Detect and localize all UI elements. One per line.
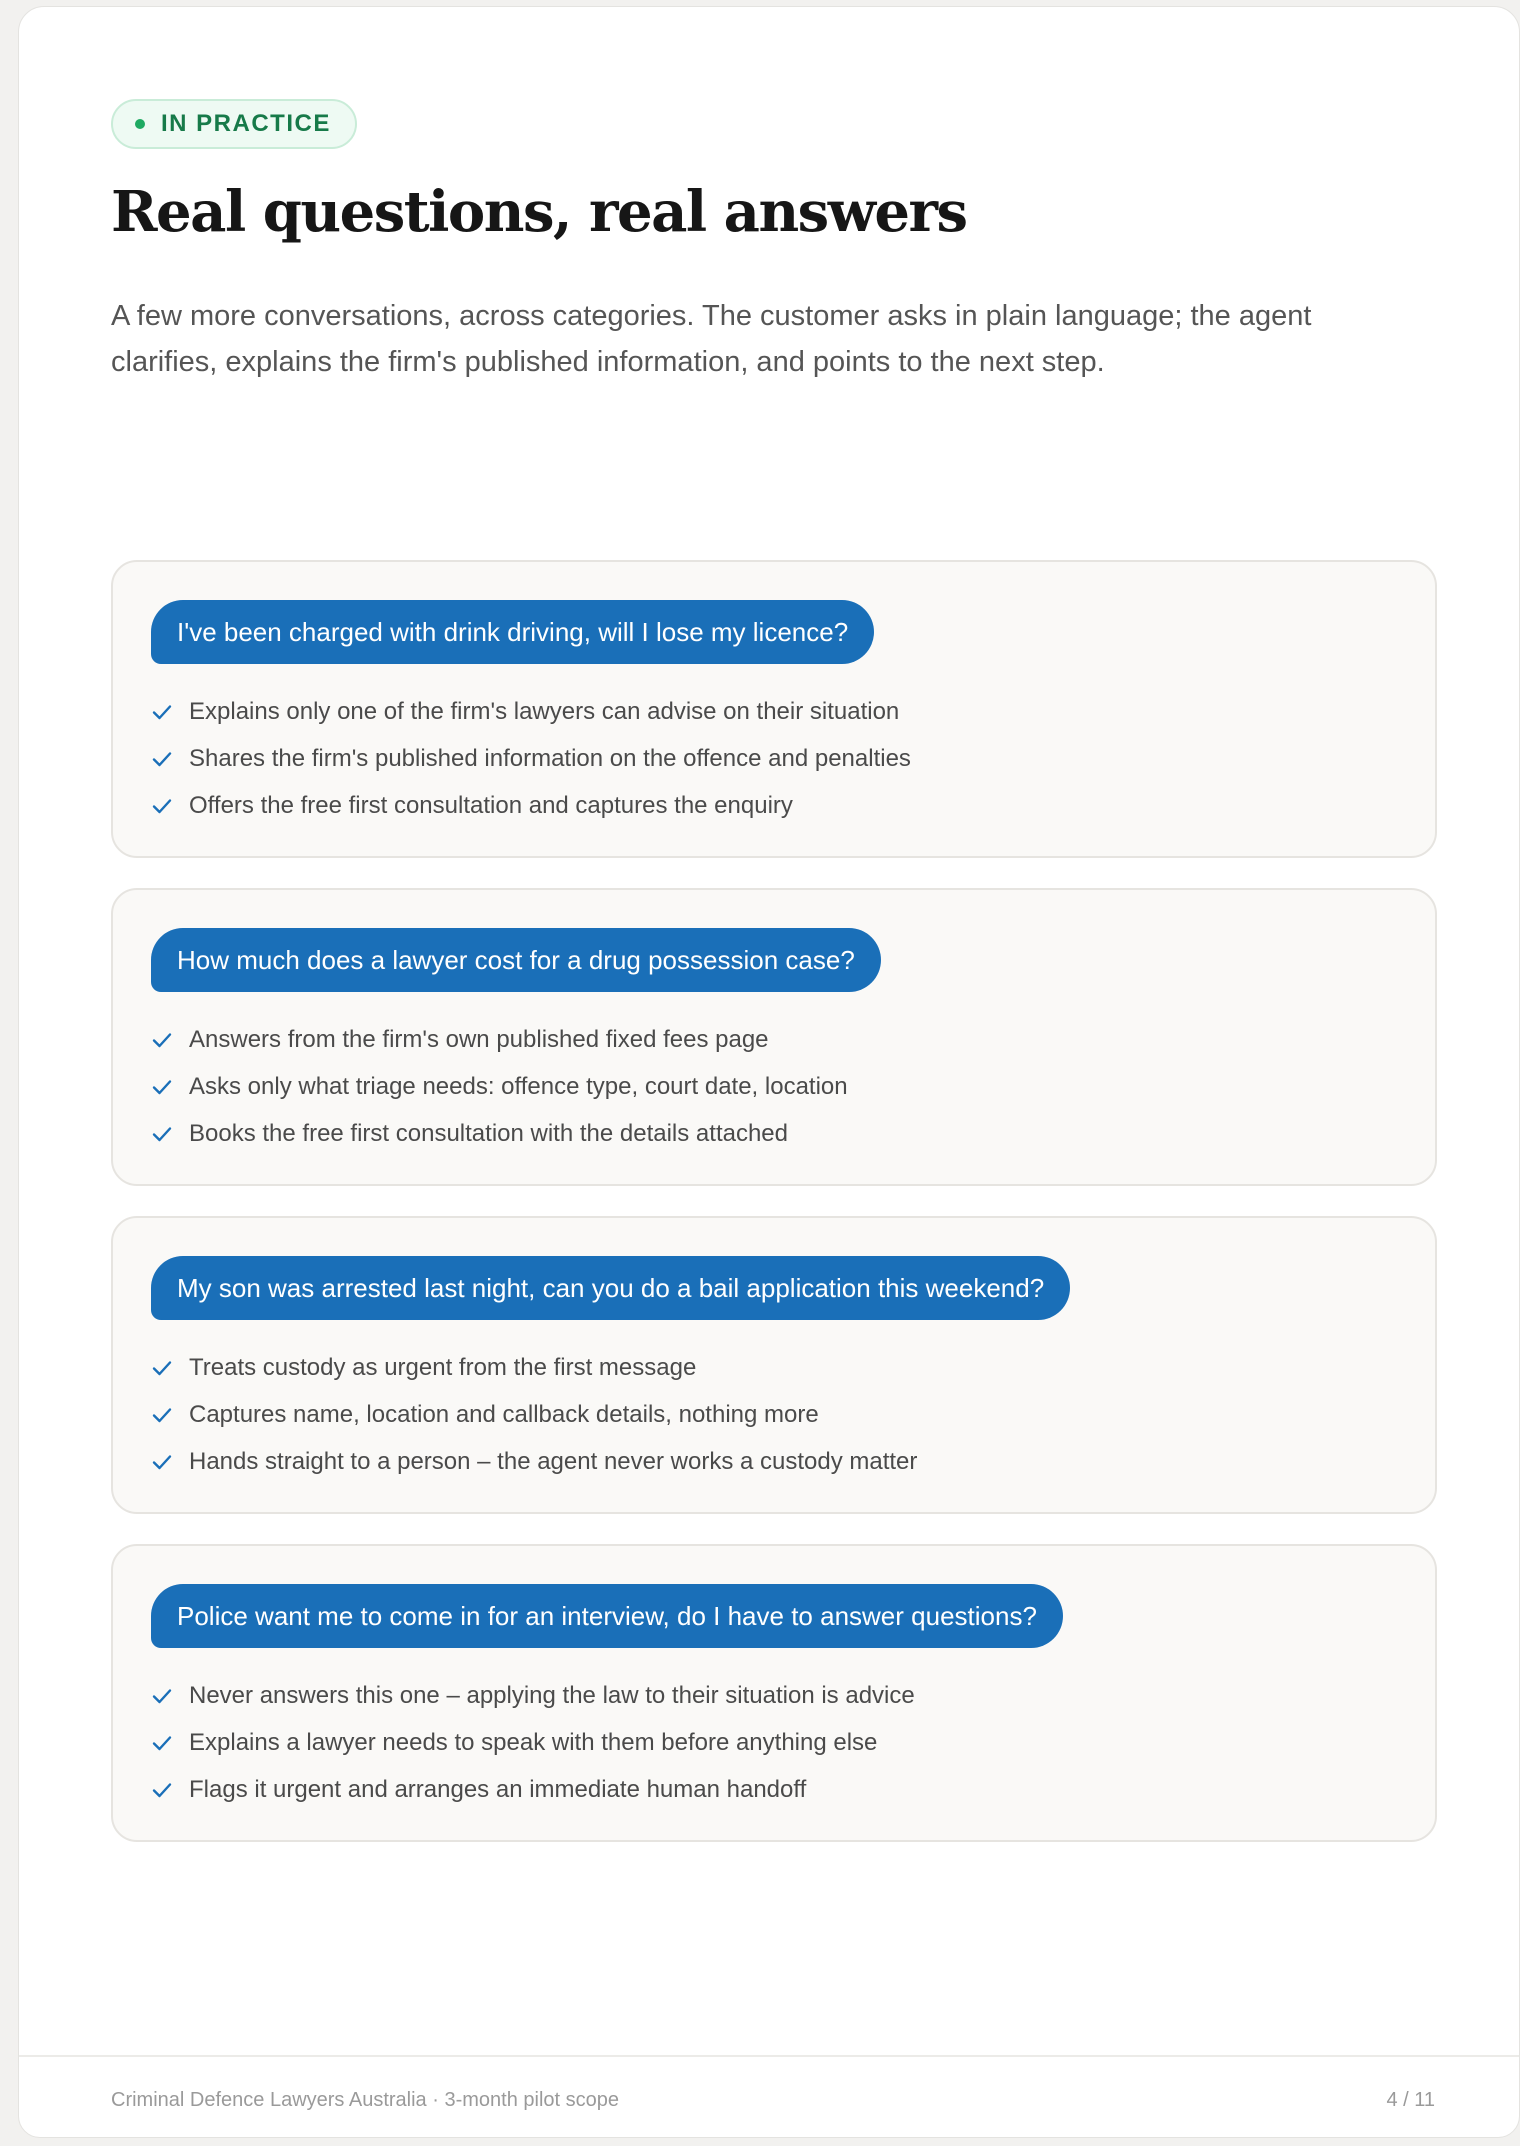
agent-response-points	[151, 1344, 1397, 1485]
check-icon	[151, 748, 173, 770]
page-title: Real questions, real answers	[111, 179, 967, 245]
conversation-card-police-interview	[111, 1544, 1437, 1842]
check-icon	[151, 795, 173, 817]
agent-response-points	[151, 1016, 1397, 1157]
status-dot-icon	[135, 119, 145, 129]
point-text: Captures name, location and callback details, nothing more	[189, 1400, 819, 1428]
list-item	[151, 688, 1397, 735]
check-icon	[151, 1451, 173, 1473]
point-text: Flags it urgent and arranges an immediate human handoff	[189, 1775, 807, 1803]
slide-page	[18, 6, 1520, 2138]
customer-question-bubble: My son was arrested last night, can you do a bail application this weekend?	[151, 1256, 1070, 1320]
list-item	[151, 1438, 1397, 1485]
footer-source: Criminal Defence Lawyers Australia · 3-month pilot scope	[111, 2089, 619, 2111]
point-text: Books the free first consultation with the details attached	[189, 1119, 789, 1147]
check-icon	[151, 1123, 173, 1145]
check-icon	[151, 1779, 173, 1801]
point-text: Hands straight to a person – the agent never works a custody matter	[189, 1447, 918, 1475]
customer-question-bubble: I've been charged with drink driving, will I lose my licence?	[151, 600, 874, 664]
point-text: Treats custody as urgent from the first message	[189, 1353, 697, 1381]
point-text: Explains a lawyer needs to speak with them before anything else	[189, 1728, 878, 1756]
point-text: Never answers this one – applying the law to their situation is advice	[189, 1681, 915, 1709]
point-text: Explains only one of the firm's lawyers can advise on their situation	[189, 697, 900, 725]
conversation-card-drug-possession	[111, 888, 1437, 1186]
agent-response-points	[151, 1672, 1397, 1813]
agent-response-points	[151, 688, 1397, 829]
list-item	[151, 1391, 1397, 1438]
page-intro: A few more conversations, across categories. The customer asks in plain language; the agent clarifies, explains the firm's published information, and points to the next step.	[111, 300, 1312, 378]
list-item	[151, 1016, 1397, 1063]
list-item	[151, 735, 1397, 782]
check-icon	[151, 1029, 173, 1051]
check-icon	[151, 1076, 173, 1098]
list-item	[151, 1766, 1397, 1813]
page-footer	[19, 2055, 1519, 2138]
section-eyebrow-badge	[111, 99, 357, 149]
check-icon	[151, 701, 173, 723]
point-text: Offers the free first consultation and captures the enquiry	[189, 791, 793, 819]
check-icon	[151, 1732, 173, 1754]
list-item	[151, 782, 1397, 829]
check-icon	[151, 1685, 173, 1707]
point-text: Answers from the firm's own published fixed fees page	[189, 1025, 769, 1053]
check-icon	[151, 1357, 173, 1379]
customer-question-bubble: Police want me to come in for an interview, do I have to answer questions?	[151, 1584, 1063, 1648]
conversation-list	[111, 560, 1437, 1872]
list-item	[151, 1719, 1397, 1766]
list-item	[151, 1110, 1397, 1157]
list-item	[151, 1672, 1397, 1719]
check-icon	[151, 1404, 173, 1426]
eyebrow-label: IN PRACTICE	[161, 110, 331, 137]
list-item	[151, 1344, 1397, 1391]
conversation-card-bail-application	[111, 1216, 1437, 1514]
point-text: Asks only what triage needs: offence type, court date, location	[189, 1072, 848, 1100]
conversation-card-drink-driving	[111, 560, 1437, 858]
customer-question-bubble: How much does a lawyer cost for a drug possession case?	[151, 928, 881, 992]
list-item	[151, 1063, 1397, 1110]
page-number: 4 / 11	[1386, 2089, 1435, 2111]
point-text: Shares the firm's published information on the offence and penalties	[189, 744, 911, 772]
